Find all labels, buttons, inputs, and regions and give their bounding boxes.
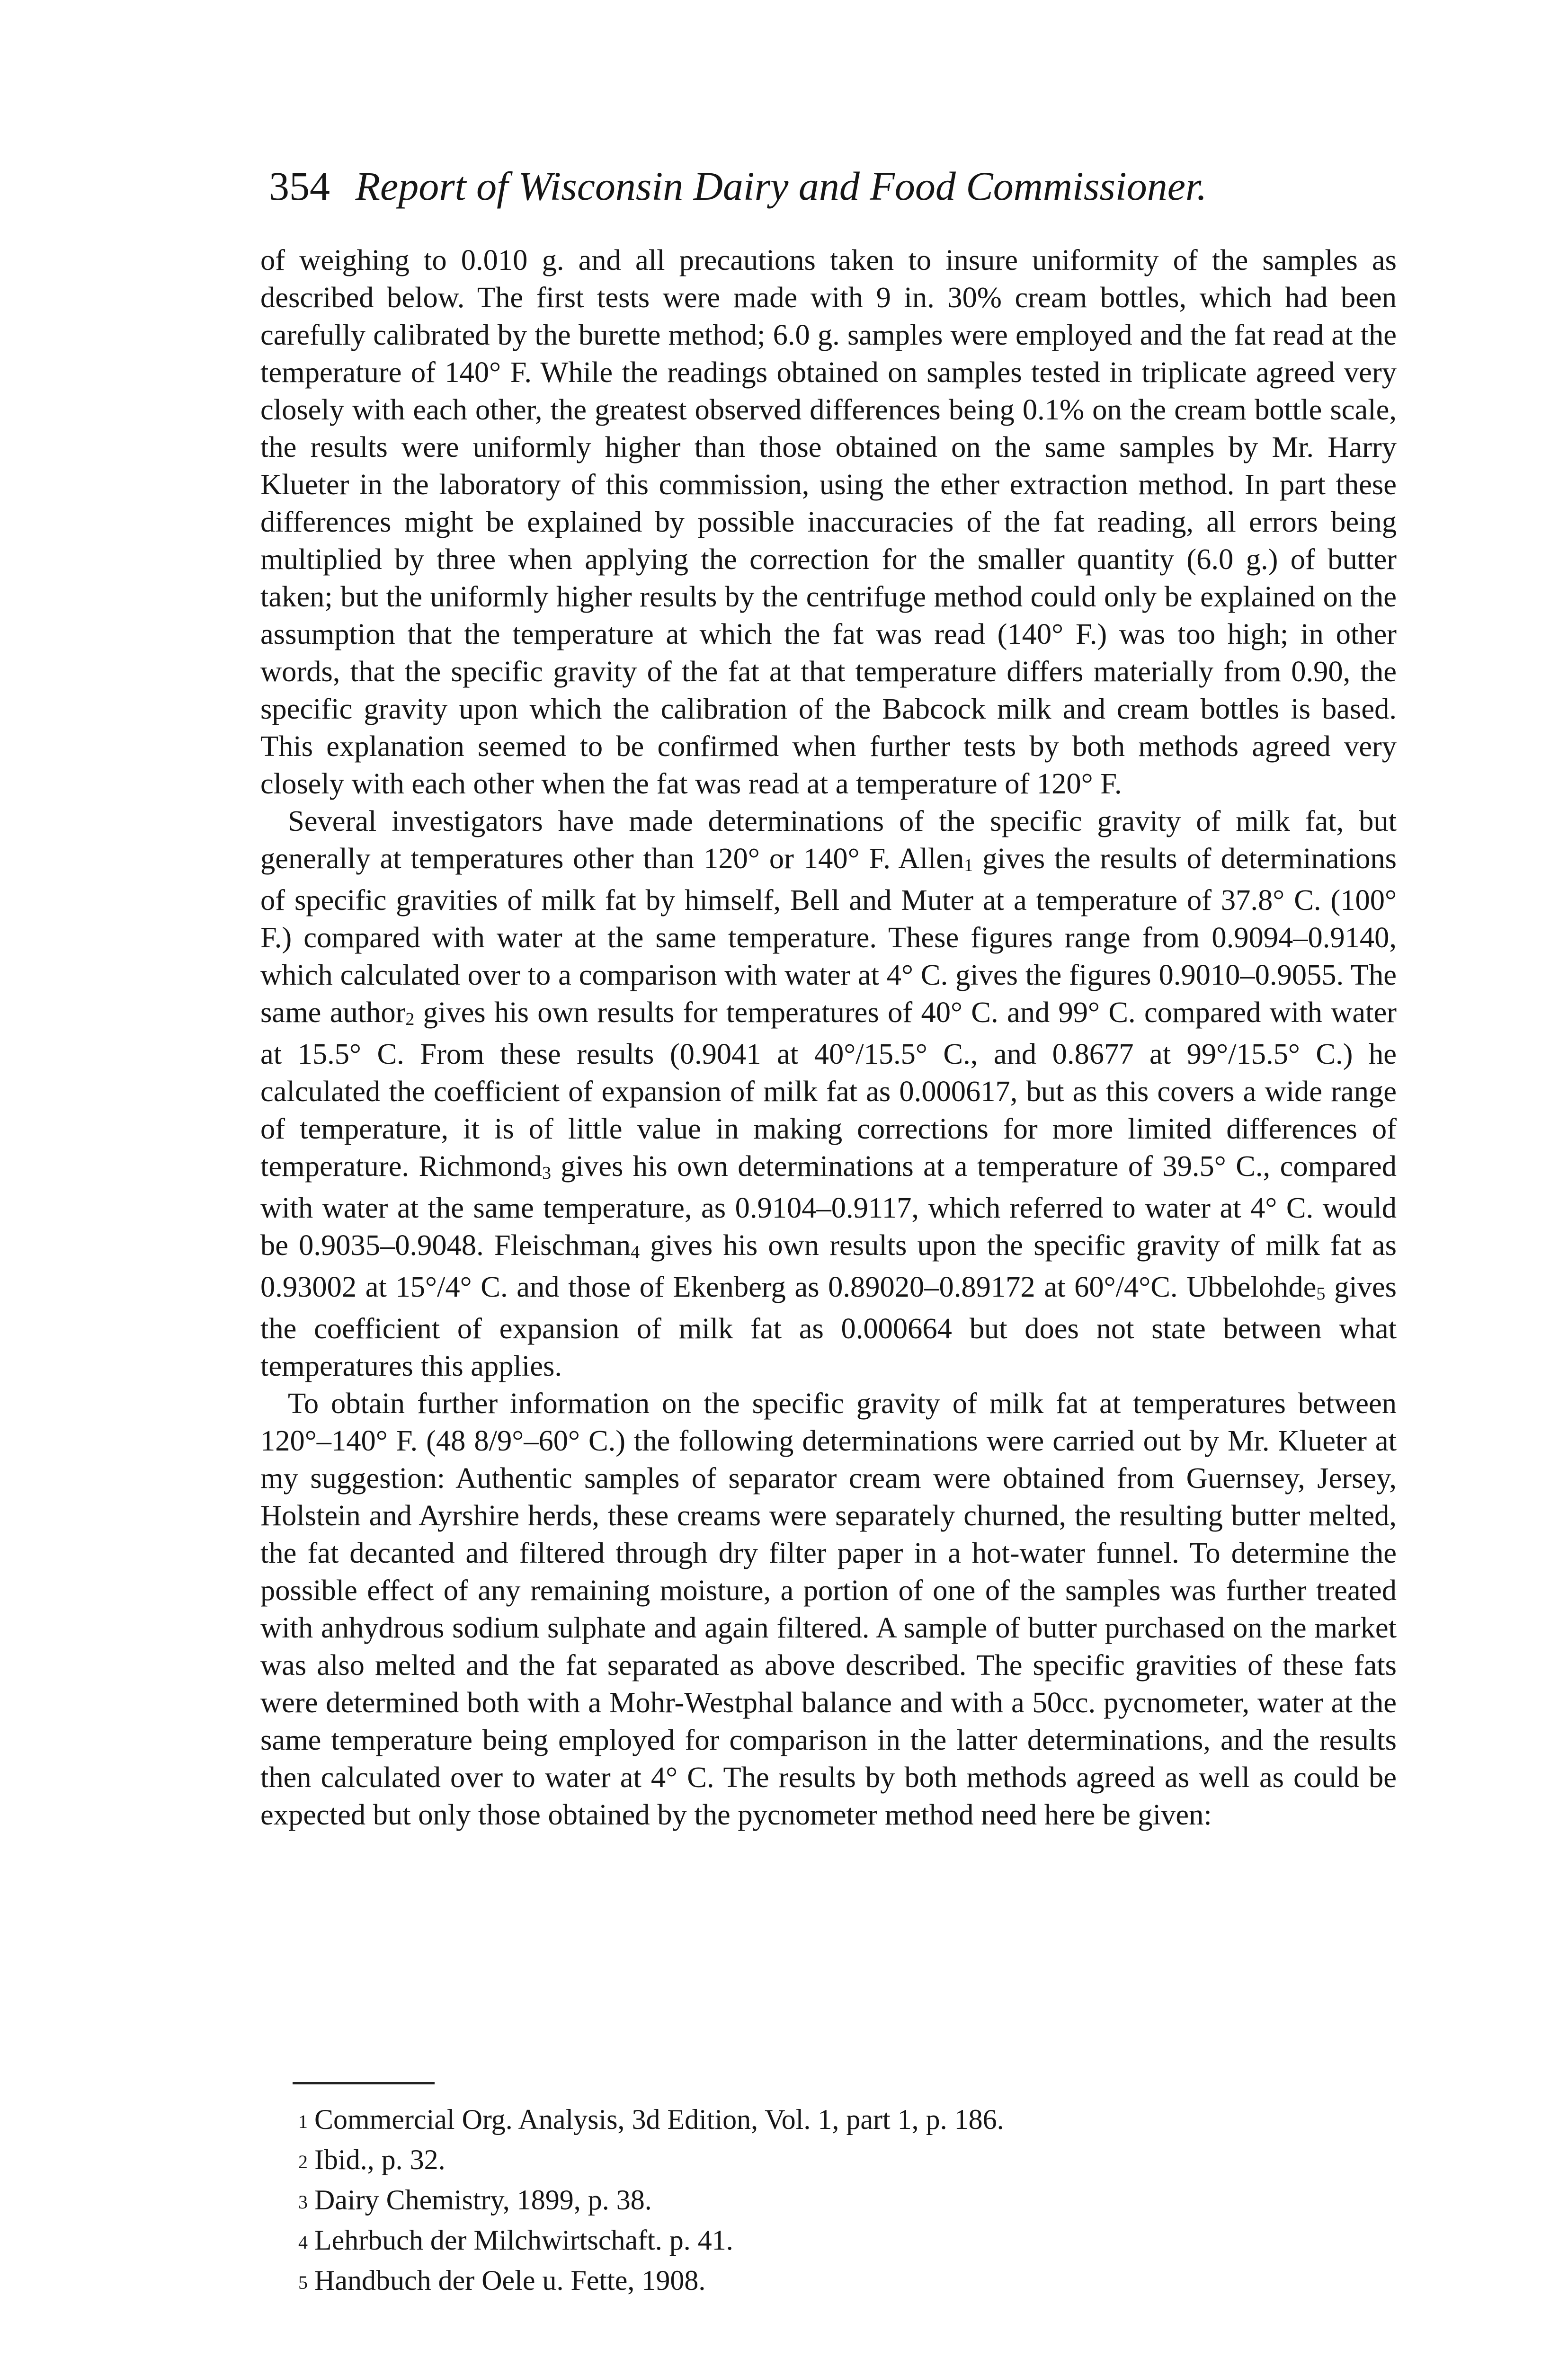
footnote-reference: 3 bbox=[542, 1163, 551, 1183]
paragraph-2 bbox=[260, 802, 1397, 1385]
footnote-reference: 4 bbox=[631, 1242, 640, 1262]
footnote-reference: 2 bbox=[405, 1009, 415, 1029]
text-run: gives his own determinations at a temperature of 39.5° C., compared with water at the same temperature, as 0.9104–0.9117, which referred to water at 4° C. would be 0.9035–0.9048. Fleischman bbox=[260, 1149, 1397, 1262]
text-run: Several investigators have made determinations of the specific gravity of milk fat, but generally at temperatures other than 120° or 140° F. Allen bbox=[260, 804, 1397, 875]
text-run: of weighing to 0.010 g. and all precautions taken to insure uniformity of the samples as described below. The first tests were made with 9 in. 30% cream bottles, which had been carefully calibrated by the burette method; 6.0 g. samples were employed and the fat read at the temperature of 140° F. While the readings obtained on samples tested in triplicate agreed very closely with each other, the greatest observed differences being 0.1% on the cream bottle scale, the results were uniformly higher than those obtained on the same samples by Mr. Harry Klueter in the laboratory of this commission, using the ether extraction method. In part these differences might be explained by possible inaccuracies of the fat reading, all errors being multiplied by three when applying the correction for the smaller quantity (6.0 g.) of butter taken; but the uniformly higher results by the centrifuge method could only be explained on the assumption that the temperature at which the fat was read (140° F.) was too high; in other words, that the specific gravity of the fat at that temperature differs materially from 0.90, the specific gravity upon which the calibration of the Babcock milk and cream bottles is based. This explanation seemed to be confirmed when further tests by both methods agreed very closely with each other when the fat was read at a temperature of 120° F. bbox=[260, 243, 1397, 800]
paragraph-3 bbox=[260, 1385, 1397, 1833]
footnotes bbox=[298, 2101, 1387, 2296]
footnote-text: Lehrbuch der Milchwirtschaft. p. 41. bbox=[314, 2225, 733, 2256]
running-header bbox=[269, 160, 1310, 212]
footnote-2 bbox=[298, 2141, 1387, 2181]
page-number: 354 bbox=[269, 163, 330, 209]
text-run: gives his own results for temperatures of 40° C. and 99° C. compared with water at 15.5° C. From these results (0.9041 at 40°/15.5° C., and 0.8677 at 99°/15.5° C.) he calculated the coefficient of expansion of milk fat as 0.000617, but as this covers a wide range of temperature, it is of little value in making corrections for more limited differences of temperature. Richmond bbox=[260, 996, 1397, 1183]
footnote-reference: 1 bbox=[964, 855, 973, 875]
footnote-reference: 5 bbox=[1316, 1284, 1326, 1304]
footnote-1 bbox=[298, 2101, 1387, 2141]
footnote-divider bbox=[293, 2082, 435, 2084]
footnote-mark: 5 bbox=[298, 2272, 308, 2293]
paragraph-1 bbox=[260, 241, 1397, 802]
running-title: Report of Wisconsin Dairy and Food Commissioner. bbox=[355, 163, 1207, 209]
text-run: To obtain further information on the specific gravity of milk fat at temperatures between 120°–140° F. (48 8/9°–60° C.) the following determinations were carried out by Mr. Klueter at my suggestion: Authentic samples of separator cream were obtained from Guernsey, Jersey, Holstein and Ayrshire herds, these creams were separately churned, the resulting butter melted, the fat decanted and filtered through dry filter paper in a hot-water funnel. To determine the possible effect of any remaining moisture, a portion of one of the samples was further treated with anhydrous sodium sulphate and again filtered. A sample of butter purchased on the market was also melted and the fat separated as above described. The specific gravities of these fats were determined both with a Mohr-Westphal balance and with a 50cc. pycnometer, water at the same temperature being employed for comparison in the latter determinations, and the results then calculated over to water at 4° C. The results by both methods agreed as well as could be expected but only those obtained by the pycnometer method need here be given: bbox=[260, 1387, 1397, 1831]
footnote-text: Handbuch der Oele u. Fette, 1908. bbox=[314, 2265, 706, 2296]
text-run: gives his own results upon the specific gravity of milk fat as 0.93002 at 15°/4° C. and those of Ekenberg as 0.89020–0.89172 at 60°/4°C. Ubbelohde bbox=[260, 1228, 1397, 1303]
footnote-text: Commercial Org. Analysis, 3d Edition, Vol. 1, part 1, p. 186. bbox=[314, 2104, 1004, 2135]
footnote-mark: 3 bbox=[298, 2191, 308, 2213]
text-run: gives the results of determinations of specific gravities of milk fat by himself, Bell and Muter at a temperature of 37.8° C. (100° F.) compared with water at the same temperature. These figures range from 0.9094–0.9140, which calculated over to a comparison with water at 4° C. gives the figures 0.9010–0.9055. The same author bbox=[260, 842, 1397, 1029]
body-text bbox=[260, 241, 1397, 2069]
footnote-4 bbox=[298, 2222, 1387, 2262]
footnote-5 bbox=[298, 2262, 1387, 2302]
footnote-text: Ibid., p. 32. bbox=[314, 2144, 445, 2175]
footnote-mark: 4 bbox=[298, 2232, 308, 2253]
footnote-mark: 1 bbox=[298, 2111, 308, 2132]
footnote-mark: 2 bbox=[298, 2151, 308, 2172]
footnote-3 bbox=[298, 2181, 1387, 2222]
text-run: gives the coefficient of expansion of milk fat as 0.000664 but does not state between what temperatures this applies. bbox=[260, 1270, 1397, 1382]
footnote-text: Dairy Chemistry, 1899, p. 38. bbox=[314, 2184, 652, 2216]
